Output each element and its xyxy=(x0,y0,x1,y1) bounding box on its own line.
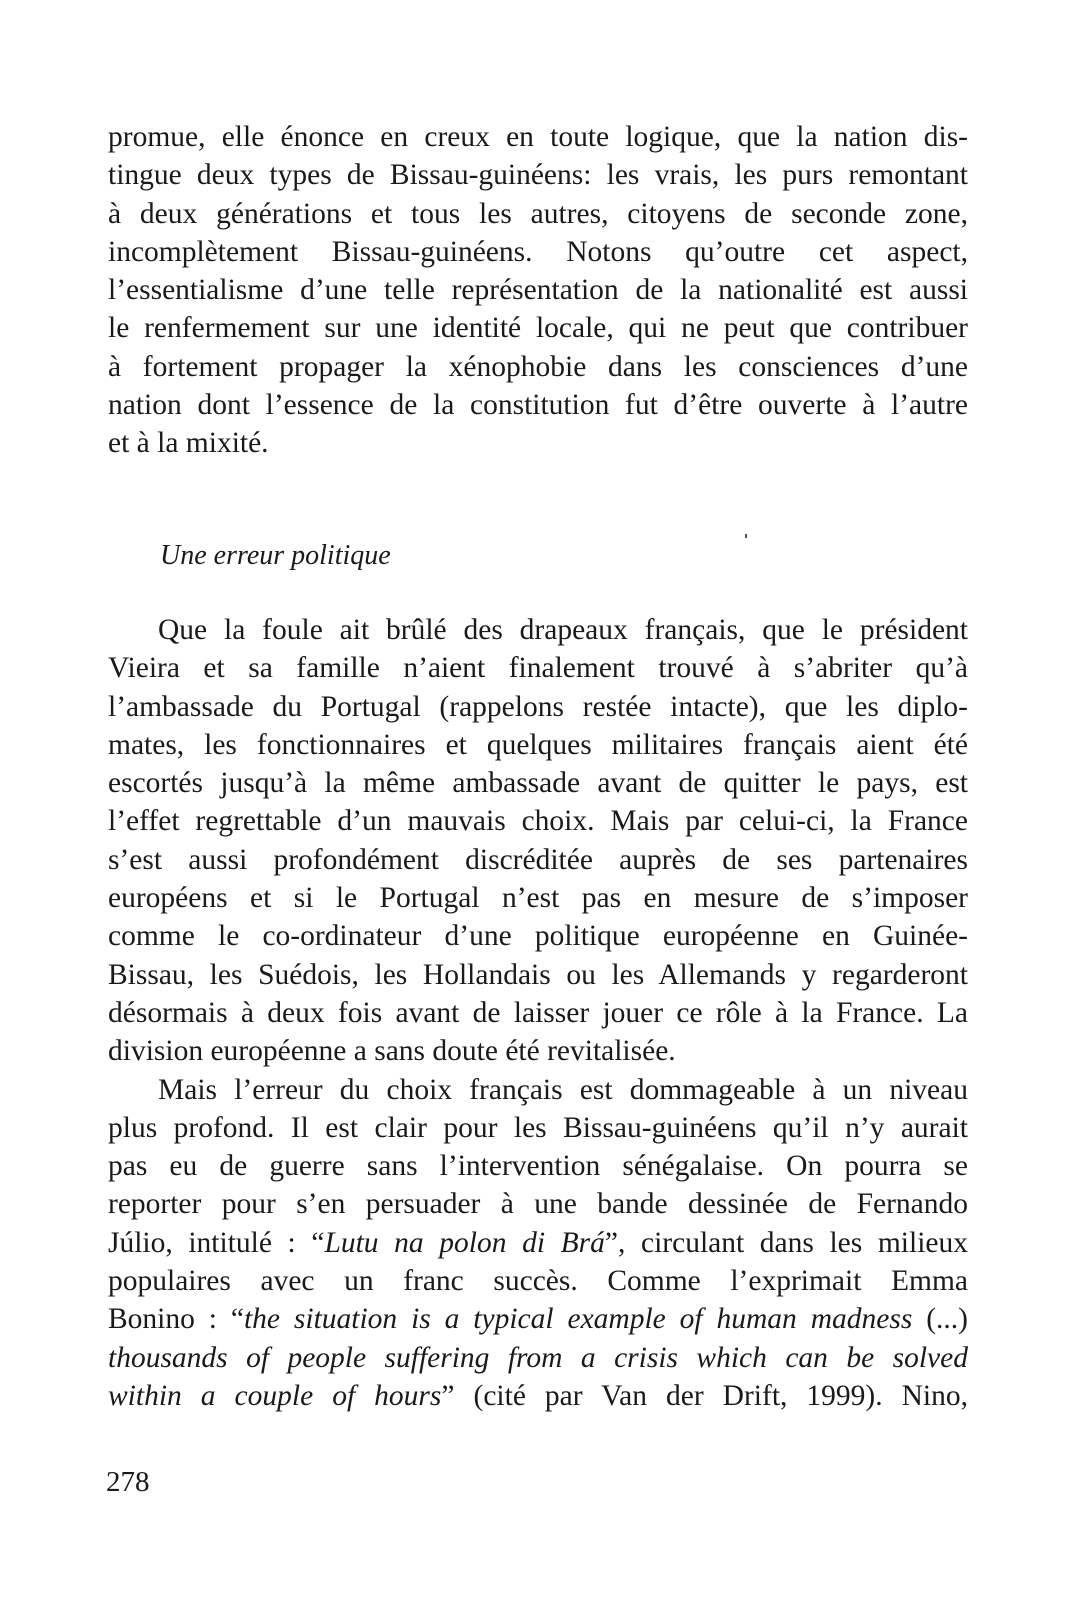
text-line: populaires avec un franc succès. Comme l’exprimait Emma xyxy=(108,1265,968,1298)
quote-fragment: the situation is a typical example of human madness xyxy=(243,1303,913,1336)
text-fragment: Bonino : “ xyxy=(108,1303,244,1336)
text-line: désormais à deux fois avant de laisser jouer ce rôle à la France. La xyxy=(108,996,968,1029)
text-line: et à la mixité. xyxy=(108,427,269,460)
paragraph-2-and-3 xyxy=(108,611,968,1415)
text-line: Bissau, les Suédois, les Hollandais ou les Allemands y regarderont xyxy=(108,958,968,991)
text-fragment: (...) xyxy=(912,1303,968,1336)
text-line: le renfermement sur une identité locale, qui ne peut que contribuer xyxy=(108,312,968,345)
text-line: l’ambassade du Portugal (rappelons restée intacte), que les diplo- xyxy=(108,690,968,723)
text-line: s’est aussi profondément discréditée auprès de ses partenaires xyxy=(108,843,968,876)
text-line-with-quote xyxy=(108,1377,968,1415)
text-line-with-quote xyxy=(108,1300,968,1338)
text-line: reporter pour s’en persuader à une bande dessinée de Fernando xyxy=(108,1188,968,1221)
scan-speck xyxy=(745,534,747,538)
text-fragment: ” (cité par Van der Drift, 1999). Nino, xyxy=(441,1379,968,1412)
text-line: nation dont l’essence de la constitution fut d’être ouverte à l’autre xyxy=(108,389,968,422)
text-line: pas eu de guerre sans l’intervention sénégalaise. On pourra se xyxy=(108,1150,968,1183)
text-line: européens et si le Portugal n’est pas en mesure de s’imposer xyxy=(108,882,968,915)
text-line: plus profond. Il est clair pour les Bissau-guinéens qu’il n’y aurait xyxy=(108,1111,968,1144)
text-line: promue, elle énonce en creux en toute logique, que la nation dis- xyxy=(108,121,968,153)
section-heading: Une erreur politique xyxy=(160,540,391,571)
text-line: à deux générations et tous les autres, citoyens de seconde zone, xyxy=(108,197,968,230)
text-line: à fortement propager la xénophobie dans les consciences d’une xyxy=(108,350,968,383)
quote-fragment: thousands of people suffering from a crisis which can be solved xyxy=(108,1341,968,1374)
text-line: division européenne a sans doute été revitalisée. xyxy=(108,1035,676,1068)
quote-fragment: within a couple of hours xyxy=(108,1379,442,1412)
text-fragment: Júlio, intitulé : “ xyxy=(108,1226,325,1259)
text-line: Que la foule ait brûlé des drapeaux français, que le président xyxy=(158,614,968,646)
text-fragment: ”, circulant dans les milieux xyxy=(604,1226,968,1259)
page-number: 278 xyxy=(106,1466,150,1498)
paragraph-1 xyxy=(108,118,968,463)
text-line: escortés jusqu’à la même ambassade avant de quitter le pays, est xyxy=(108,767,968,800)
text-line: comme le co-ordinateur d’une politique européenne en Guinée- xyxy=(108,920,968,953)
text-line: mates, les fonctionnaires et quelques militaires français aient été xyxy=(108,728,968,761)
text-line: tingue deux types de Bissau-guinéens: les vrais, les purs remontant xyxy=(108,159,968,192)
text-line: Vieira et sa famille n’aient finalement trouvé à s’abriter qu’à xyxy=(108,652,968,685)
text-line: Mais l’erreur du choix français est dommageable à un niveau xyxy=(158,1073,968,1106)
text-line: incomplètement Bissau-guinéens. Notons qu’outre cet aspect, xyxy=(108,235,968,268)
text-line: l’effet regrettable d’un mauvais choix. Mais par celui-ci, la France xyxy=(108,805,968,838)
comic-title: Lutu na polon di Brá xyxy=(324,1226,605,1259)
text-line-with-title xyxy=(108,1224,968,1262)
quote-line xyxy=(108,1339,968,1377)
text-line: l’essentialisme d’une telle représentation de la nationalité est aussi xyxy=(108,274,968,307)
